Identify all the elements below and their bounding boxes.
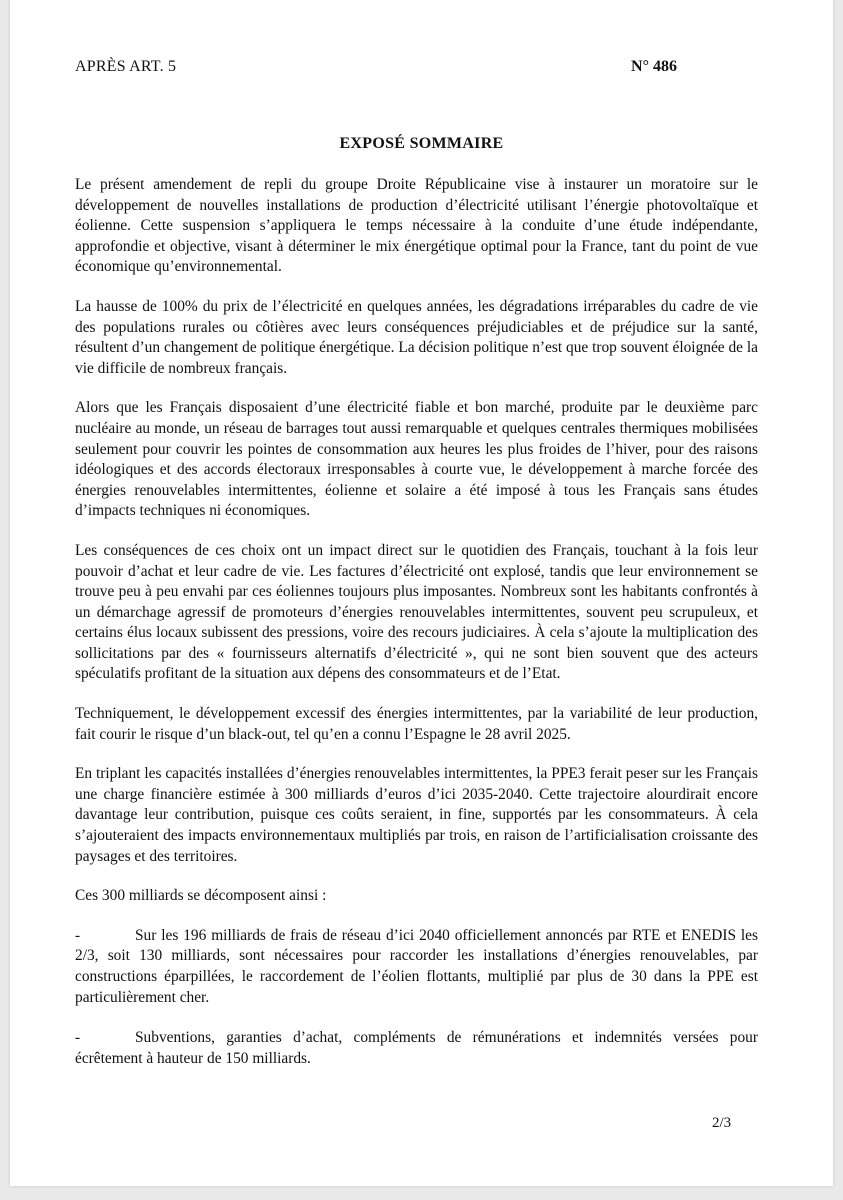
list-item-text: Sur les 196 milliards de frais de réseau d’ici 2040 officiellement annoncés par RTE et ENEDIS les 2/3, soit 130 milliards, sont nécessaires pour raccorder les installations d’énergies renouvelables, par constructions éparpillées, le raccordement de l’éolien flottants, multiplié par plus de 30 dans la PPE est particulièrement cher. bbox=[75, 926, 758, 1006]
amendment-number: N° 486 bbox=[631, 58, 677, 75]
document-body bbox=[75, 175, 758, 1089]
paragraph-7: Ces 300 milliards se décomposent ainsi : bbox=[75, 887, 327, 905]
paragraph-5: Techniquement, le développement excessif des énergies intermittentes, par la variabilité de leur production, fait courir le risque d’un black-out, tel qu’en a connu l’Espagne le 28 avril 2025. bbox=[75, 705, 758, 743]
paragraph-4: Les conséquences de ces choix ont un impact direct sur le quotidien des Français, touchant à la fois leur pouvoir d’achat et leur cadre de vie. Les factures d’électricité ont explosé, tandis que leur environnement se trouve peu à peu envahi par ces éoliennes toujours plus imposantes. Nombreux sont les habitants confrontés à un démarchage agressif de promoteurs d’énergies renouvelables intermittentes, souvent peu scrupuleux, et certains élus locaux subissent des pressions, voire des recours judiciaires. À cela s’ajoute la multiplication des sollicitations par des « fournisseurs alternatifs d’électricité », qui ne sont bien souvent que des acteurs spéculatifs profitant de la situation aux dépens des consommateurs et de l’Etat. bbox=[75, 541, 758, 683]
paragraph-1: Le présent amendement de repli du groupe Droite Républicaine vise à instaurer un moratoire sur le développement de nouvelles installations de production d’électricité utilisant l’énergie photovoltaïque et éolienne. Cette suspension s’appliquera le temps nécessaire à la conduite d’une étude indépendante, approfondie et objective, visant à déterminer le mix énergétique optimal pour la France, tant du point de vue économique qu’environnemental. bbox=[75, 176, 758, 276]
document-header bbox=[75, 58, 677, 76]
list-marker: - bbox=[75, 926, 81, 944]
paragraph-6: En triplant les capacités installées d’énergies renouvelables intermittentes, la PPE3 ferait peser sur les Français une charge financière estimée à 300 milliards d’euros d’ici 2035-2040. Cette trajectoire alourdirait encore davantage leur contribution, puisque ces coûts seraient, in fine, supportés par les consommateurs. À cela s’ajouteraient des impacts environnementaux multipliés par trois, en raison de l’artificialisation croissante des paysages et des territoires. bbox=[75, 765, 758, 865]
list-marker: - bbox=[75, 1029, 81, 1047]
paragraph-2: La hausse de 100% du prix de l’électricité en quelques années, les dégradations irréparables du cadre de vie des populations rurales ou côtières avec leurs conséquences préjudiciables et de préjudice sur la santé, résultent d’un changement de politique énergétique. La décision politique n’est que trop souvent éloignée de la vie difficile de nombreux français. bbox=[75, 297, 758, 377]
list-item-text: Subventions, garanties d’achat, compléments de rémunérations et indemnités versées pour écrêtement à hauteur de 150 milliards. bbox=[75, 1029, 758, 1067]
page-number: 2/3 bbox=[712, 1115, 732, 1131]
list-item bbox=[75, 1028, 758, 1069]
article-reference: APRÈS ART. 5 bbox=[75, 58, 177, 75]
section-title: EXPOSÉ SOMMAIRE bbox=[339, 135, 504, 152]
paragraph-3: Alors que les Français disposaient d’une électricité fiable et bon marché, produite par le deuxième parc nucléaire au monde, un réseau de barrages tout aussi remarquable et quelques centrales thermiques mobilisées seulement pour couvrir les pointes de consommation aux heures les plus froides de l’hiver, pour des raisons idéologiques et des accords électoraux irresponsables à courte vue, le développement à marche forcée des énergies renouvelables intermittentes, éolienne et solaire a été imposé à tous les Français sans études d’impacts techniques ni économiques. bbox=[75, 399, 758, 520]
list-item bbox=[75, 926, 758, 1008]
